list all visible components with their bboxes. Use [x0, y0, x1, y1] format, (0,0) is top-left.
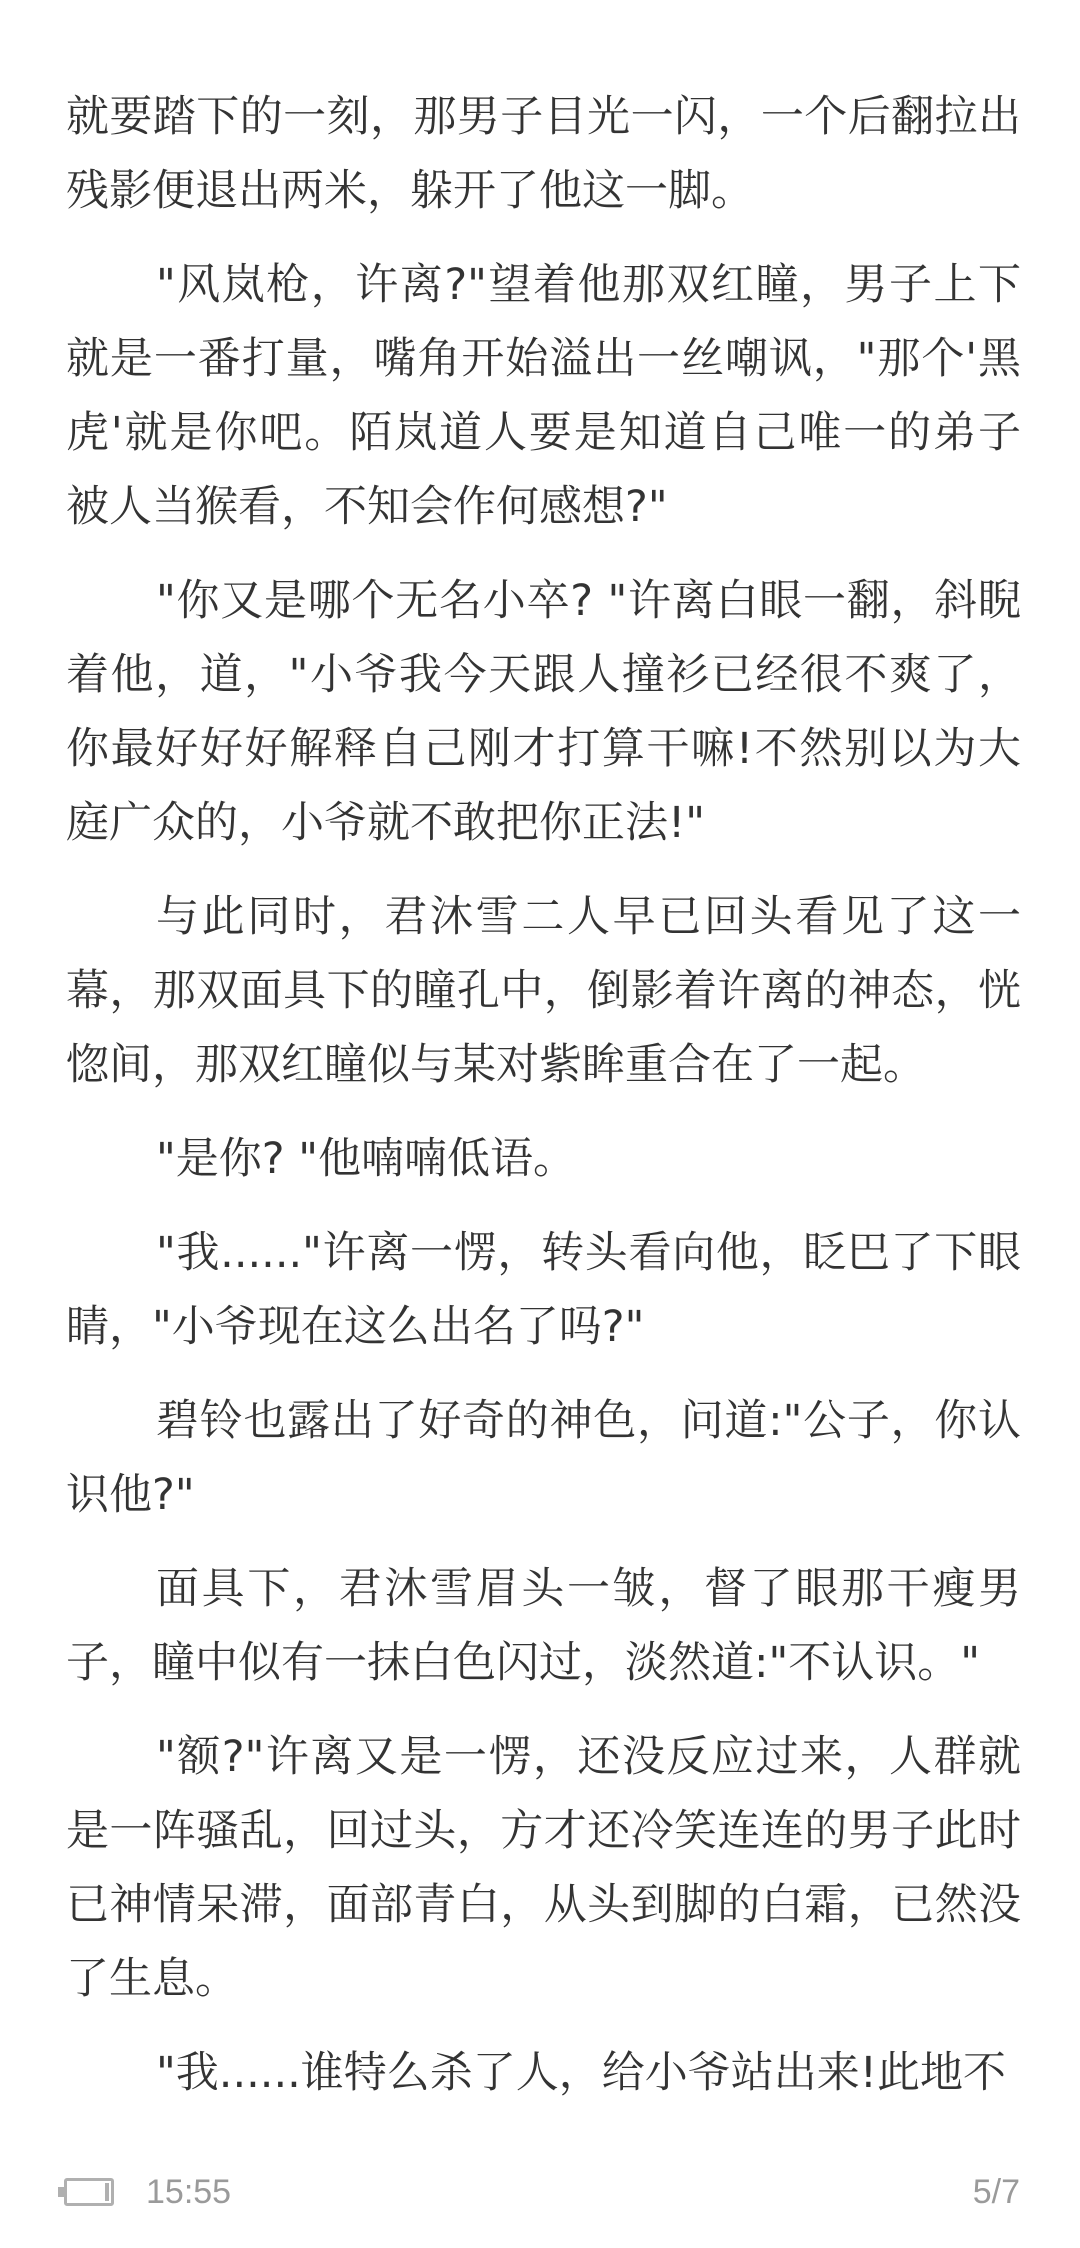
paragraph: "额?"许离又是一愣，还没反应过来，人群就是一阵骚乱，回过头，方才还冷笑连连的男子此时已神情呆滞，面部青白，从头到脚的白霜，已然没了生息。	[66, 1732, 1021, 2004]
paragraph: 碧铃也露出了好奇的神色，问道:"公子，你认识他?"	[66, 1396, 1021, 1520]
paragraph: "我......"许离一愣，转头看向他，眨巴了下眼睛，"小爷现在这么出名了吗?"	[66, 1228, 1021, 1352]
status-footer	[64, 2164, 1020, 2220]
clock-time: 15:55	[146, 2172, 232, 2211]
paragraph: "是你? "他喃喃低语。	[156, 1134, 577, 1184]
paragraph: 面具下，君沐雪眉头一皱，督了眼那干瘦男子，瞳中似有一抹白色闪过，淡然道:"不认识。"	[66, 1564, 1021, 1688]
battery-cap	[58, 2187, 64, 2197]
battery-icon	[64, 2178, 114, 2206]
paragraph: "你又是哪个无名小卒? "许离白眼一翻，斜睨着他，道，"小爷我今天跟人撞衫已经很不爽了，你最好好好解释自己刚才打算干嘛!不然别以为大庭广众的，小爷就不敢把你正法!"	[66, 576, 1021, 848]
paragraph: 就要踏下的一刻，那男子目光一闪，一个后翻拉出残影便退出两米，躲开了他这一脚。	[66, 92, 1021, 216]
battery-level	[105, 2183, 109, 2201]
chapter-text	[66, 80, 1021, 2130]
page-indicator: 5/7	[972, 2172, 1020, 2211]
paragraph: "我......谁特么杀了人，给小爷站出来!此地不	[156, 2048, 1007, 2098]
paragraph: 与此同时，君沐雪二人早已回头看见了这一幕，那双面具下的瞳孔中，倒影着许离的神态，恍惚间，那双红瞳似与某对紫眸重合在了一起。	[66, 892, 1021, 1090]
paragraph: "风岚枪，许离?"望着他那双红瞳，男子上下就是一番打量，嘴角开始溢出一丝嘲讽，"那个'黑虎'就是你吧。陌岚道人要是知道自己唯一的弟子被人当猴看，不知会作何感想?"	[66, 260, 1021, 532]
